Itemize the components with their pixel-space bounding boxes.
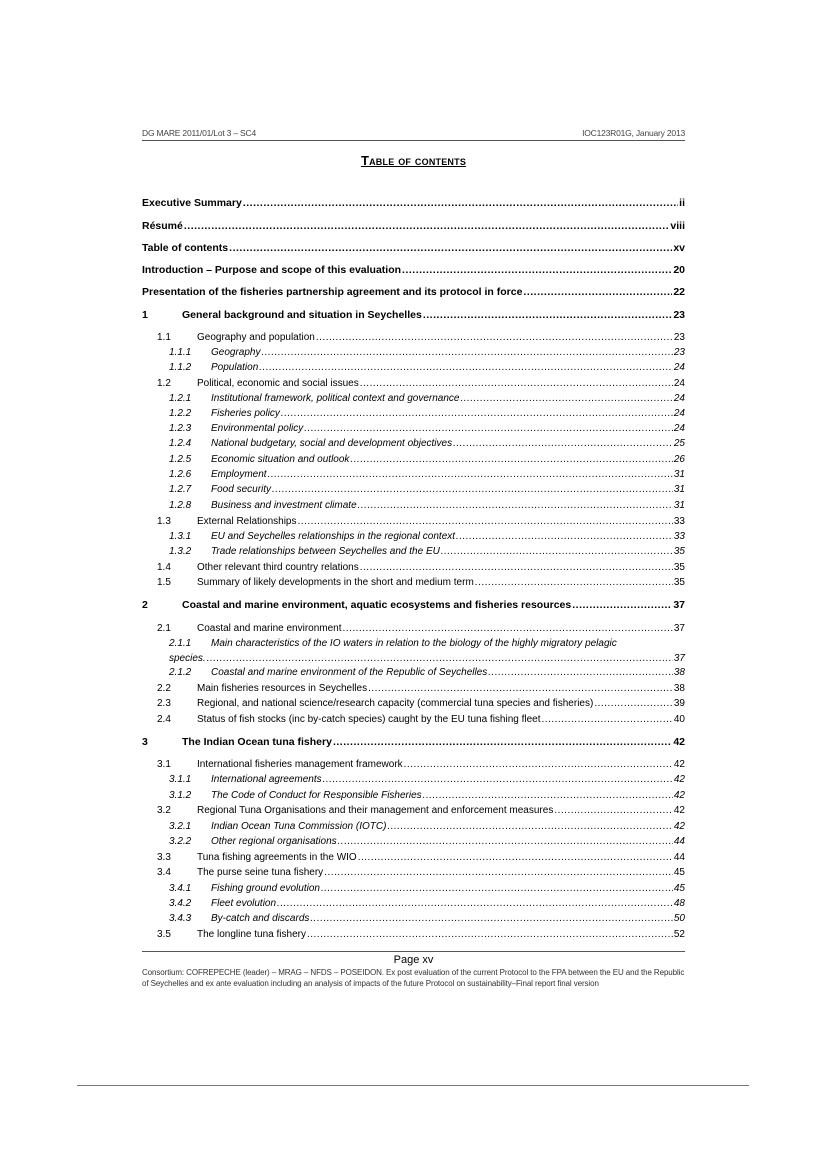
- toc-entry-title: Geography: [211, 347, 261, 358]
- toc-entry[interactable]: [142, 483, 685, 496]
- dot-leader: [456, 530, 673, 543]
- dot-leader: [423, 309, 672, 322]
- page-number: Page xv: [393, 954, 434, 966]
- toc-entry-page: 42: [673, 821, 685, 832]
- toc-entry-page: 44: [673, 852, 685, 863]
- toc-entry-page: ii: [679, 197, 685, 209]
- toc-entry-title: International agreements: [211, 774, 322, 785]
- page-bottom-rule: [77, 1085, 749, 1086]
- toc-entry-number: 1.1.2: [169, 362, 192, 373]
- dot-leader: [184, 220, 670, 233]
- toc-entry-page: 33: [673, 531, 685, 542]
- toc-entry[interactable]: [142, 346, 685, 359]
- dot-leader: [542, 713, 673, 726]
- dot-leader: [259, 361, 673, 374]
- toc-entry-title: Regional, and national science/research capacity (commercial tuna species and fisheries): [197, 698, 594, 709]
- toc-entry-page: 31: [673, 469, 685, 480]
- toc-entry-page: 23: [673, 332, 685, 343]
- toc-entry-title: Fisheries policy: [211, 408, 280, 419]
- dot-leader: [243, 197, 678, 210]
- toc-entry[interactable]: [142, 392, 685, 405]
- toc-entry[interactable]: [142, 820, 685, 833]
- toc-entry-title: Geography and population: [197, 332, 315, 343]
- toc-entry-title: Introduction – Purpose and scope of this evaluation: [142, 264, 402, 276]
- toc-entry-title: Fleet evolution: [211, 898, 277, 909]
- toc-entry[interactable]: [142, 897, 685, 910]
- toc-entry[interactable]: [142, 912, 685, 925]
- toc-entry-number: 1.2.8: [169, 500, 192, 511]
- toc-entry-page: viii: [670, 220, 685, 232]
- toc-entry-number: 3.5: [157, 929, 171, 940]
- toc-entry-title: Presentation of the fisheries partnership agreement and its protocol in force: [142, 286, 523, 298]
- toc-entry-number: 2.4: [157, 714, 171, 725]
- dot-leader: [307, 928, 673, 941]
- toc-entry-title: General background and situation in Seychelles: [182, 309, 422, 321]
- toc-entry-number: 3.2.1: [169, 821, 192, 832]
- toc-entry-number: 3.1.1: [169, 774, 192, 785]
- dot-leader: [321, 882, 673, 895]
- toc-entry[interactable]: [142, 220, 685, 233]
- toc-entry[interactable]: [142, 637, 685, 650]
- toc-entry-title: Trade relationships between Seychelles and the EU: [211, 546, 440, 557]
- toc-entry[interactable]: [142, 331, 685, 344]
- toc-entry-title: Executive Summary: [142, 197, 242, 209]
- toc-entry[interactable]: [142, 197, 685, 210]
- toc-entry-page: 24: [673, 362, 685, 373]
- toc-entry[interactable]: [142, 361, 685, 374]
- toc-entry-title: Fishing ground evolution: [211, 883, 320, 894]
- toc-entry-number: 1: [142, 309, 148, 321]
- dot-leader: [277, 897, 673, 910]
- toc-entry-page: 24: [673, 393, 685, 404]
- dot-leader: [441, 545, 673, 558]
- toc-entry-page: 25: [673, 438, 685, 449]
- toc-entry-title: Political, economic and social issues: [197, 378, 359, 389]
- toc-entry-title: Status of fish stocks (inc by-catch species) caught by the EU tuna fishing fleet: [197, 714, 541, 725]
- toc-entry-title: International fisheries management framework: [197, 759, 403, 770]
- toc-entry-page: 23: [673, 347, 685, 358]
- toc-entry-title: Institutional framework, political context and governance: [211, 393, 460, 404]
- dot-leader: [368, 682, 673, 695]
- toc-entry[interactable]: [142, 622, 685, 635]
- toc-entry-title: Main characteristics of the IO waters in relation to the biology of the highly migratory pelagic: [211, 638, 617, 649]
- toc-entry-page: 24: [673, 423, 685, 434]
- footer-rule: [142, 951, 685, 952]
- toc-entry-title: National budgetary, social and development objectives: [211, 438, 453, 449]
- toc-entry-page: 42: [673, 759, 685, 770]
- toc-entry-number: 3.2.2: [169, 836, 192, 847]
- dot-leader: [261, 346, 672, 359]
- header-rule: [142, 140, 685, 141]
- toc-entry-page: 24: [673, 408, 685, 419]
- toc-entry[interactable]: [142, 713, 685, 726]
- dot-leader: [272, 483, 673, 496]
- toc-entry-page: 37: [673, 653, 685, 664]
- toc-entry-page: 38: [673, 667, 685, 678]
- dot-leader: [358, 499, 673, 512]
- toc-entry-page: 45: [673, 883, 685, 894]
- toc-entry[interactable]: [142, 499, 685, 512]
- toc-entry-title: Population: [211, 362, 259, 373]
- toc-entry-title: Coastal and marine environment of the Republic of Seychelles: [211, 667, 488, 678]
- toc-entry-page: 35: [673, 577, 685, 588]
- toc-entry[interactable]: [142, 422, 685, 435]
- dot-leader: [594, 697, 673, 710]
- toc-entry-page: 40: [673, 714, 685, 725]
- toc-entry-number: 1.1.1: [169, 347, 192, 358]
- dot-leader: [207, 652, 673, 665]
- toc-entry[interactable]: [142, 758, 685, 771]
- toc-entry-number: 3.1: [157, 759, 171, 770]
- toc-entry[interactable]: [142, 666, 685, 679]
- toc-entry-number: 1.2.3: [169, 423, 192, 434]
- toc-entry-page: 20: [673, 264, 685, 276]
- toc-entry-number: 2.1.2: [169, 667, 192, 678]
- toc-entry-page: 39: [673, 698, 685, 709]
- toc-entry-page: 42: [673, 790, 685, 801]
- toc-entry-page: 52: [673, 929, 685, 940]
- toc-entry-title-continued: species.: [169, 653, 206, 664]
- toc-entry-number: 1.2.7: [169, 484, 192, 495]
- toc-entry[interactable]: [142, 851, 685, 864]
- dot-leader: [310, 912, 672, 925]
- toc-entry-page: 45: [673, 867, 685, 878]
- toc-entry-title: Other relevant third country relations: [197, 562, 359, 573]
- toc-entry-number: 3.4.2: [169, 898, 192, 909]
- dot-leader: [323, 773, 673, 786]
- toc-entry-title: By-catch and discards: [211, 913, 310, 924]
- toc-entry[interactable]: [142, 928, 685, 941]
- toc-entry[interactable]: [142, 561, 685, 574]
- toc-entry-number: 1.2: [157, 378, 171, 389]
- toc-entry-number: 2.2: [157, 683, 171, 694]
- toc-entry[interactable]: [142, 866, 685, 879]
- toc-entry-title: Economic situation and outlook: [211, 454, 350, 465]
- toc-entry-title: EU and Seychelles relationships in the regional context: [211, 531, 456, 542]
- toc-entry-page: 24: [673, 378, 685, 389]
- dot-leader: [488, 666, 673, 679]
- toc-entry-page: 50: [673, 913, 685, 924]
- toc-entry[interactable]: [142, 576, 685, 589]
- toc-entry-number: 1.4: [157, 562, 171, 573]
- toc-entry[interactable]: [142, 697, 685, 710]
- dot-leader: [523, 286, 672, 299]
- dot-leader: [460, 392, 672, 405]
- toc-entry[interactable]: [142, 773, 685, 786]
- toc-entry-title: Coastal and marine environment: [197, 623, 342, 634]
- toc-entry[interactable]: [142, 789, 685, 802]
- toc-entry-number: 3: [142, 736, 148, 748]
- toc-entry-page: 35: [673, 562, 685, 573]
- toc-entry-number: 2: [142, 599, 148, 611]
- toc-entry-number: 1.5: [157, 577, 171, 588]
- toc-entry-title: Résumé: [142, 220, 183, 232]
- toc-entry[interactable]: [142, 377, 685, 390]
- toc-entry-number: 1.2.5: [169, 454, 192, 465]
- toc-entry[interactable]: [142, 736, 685, 749]
- toc-entry[interactable]: [142, 286, 685, 299]
- toc-entry-page: 42: [673, 736, 685, 748]
- toc-entry-number: 2.3: [157, 698, 171, 709]
- toc-entry-title: Regional Tuna Organisations and their management and enforcement measures: [197, 805, 554, 816]
- toc-entry-title: The Indian Ocean tuna fishery: [182, 736, 332, 748]
- toc-entry-title: The purse seine tuna fishery: [197, 867, 324, 878]
- dot-leader: [387, 820, 672, 833]
- toc-entry-title: Food security: [211, 484, 272, 495]
- toc-entry-title: Tuna fishing agreements in the WIO: [197, 852, 357, 863]
- toc-entry-page: 35: [673, 546, 685, 557]
- toc-entry-number: 1.1: [157, 332, 171, 343]
- toc-entry-page: 37: [673, 599, 685, 611]
- toc-entry[interactable]: [142, 599, 685, 612]
- dot-leader: [360, 561, 673, 574]
- toc-entry-number: 3.1.2: [169, 790, 192, 801]
- toc-entry-number: 1.3.2: [169, 546, 192, 557]
- footer-text: Consortium: COFREPECHE (leader) – MRAG – NFDS – POSEIDON. Ex post evaluation of the current Protocol to the FPA between the EU and the Republic of Seychelles and ex ante evaluation including an analysis of impacts of the future Protocol on sustainability–Final report final version: [142, 968, 685, 988]
- toc-entry[interactable]: [142, 407, 685, 420]
- toc-entry[interactable]: [142, 882, 685, 895]
- toc-entry-title: The longline tuna fishery: [197, 929, 306, 940]
- dot-leader: [281, 407, 673, 420]
- toc-entry-number: 1.2.1: [169, 393, 192, 404]
- header-left: DG MARE 2011/01/Lot 3 – SC4: [142, 128, 256, 138]
- toc-entry-page: xv: [673, 242, 685, 254]
- toc-entry-page: 26: [673, 454, 685, 465]
- toc-entry-page: 23: [673, 309, 685, 321]
- dot-leader: [304, 422, 673, 435]
- dot-leader: [229, 242, 672, 255]
- toc-entry-title: Business and investment climate: [211, 500, 357, 511]
- toc-entry[interactable]: [142, 682, 685, 695]
- dot-leader: [475, 576, 673, 589]
- toc-entry-title: Table of contents: [142, 242, 229, 254]
- dot-leader: [358, 851, 673, 864]
- dot-leader: [316, 331, 673, 344]
- toc-entry-number: 1.2.4: [169, 438, 192, 449]
- toc-entry-title: The Code of Conduct for Responsible Fisheries: [211, 790, 422, 801]
- toc-entry-number: 3.2: [157, 805, 171, 816]
- toc-entry-title: External Relationships: [197, 516, 297, 527]
- toc-entry-number: 1.3: [157, 516, 171, 527]
- page-title: Table of contents: [360, 153, 467, 168]
- toc-entry-page: 33: [673, 516, 685, 527]
- toc-entry-page: 22: [673, 286, 685, 298]
- dot-leader: [572, 599, 672, 612]
- toc-entry-number: 1.2.6: [169, 469, 192, 480]
- toc-entry-continuation[interactable]: [142, 652, 685, 665]
- toc-entry[interactable]: [142, 437, 685, 450]
- header-right: IOC123R01G, January 2013: [582, 128, 685, 138]
- dot-leader: [554, 804, 673, 817]
- toc-entry-number: 3.4: [157, 867, 171, 878]
- dot-leader: [324, 866, 673, 879]
- dot-leader: [338, 835, 673, 848]
- dot-leader: [360, 377, 673, 390]
- toc-entry[interactable]: [142, 264, 685, 277]
- toc-entry-page: 31: [673, 484, 685, 495]
- toc-entry-number: 3.4.1: [169, 883, 192, 894]
- toc-entry-page: 38: [673, 683, 685, 694]
- toc-entry[interactable]: [142, 530, 685, 543]
- toc-entry-number: 3.3: [157, 852, 171, 863]
- toc-entry-page: 44: [673, 836, 685, 847]
- dot-leader: [343, 622, 673, 635]
- dot-leader: [453, 437, 673, 450]
- toc-entry[interactable]: [142, 515, 685, 528]
- dot-leader: [423, 789, 673, 802]
- toc-entry[interactable]: [142, 835, 685, 848]
- toc-entry-page: 42: [673, 774, 685, 785]
- toc-entry[interactable]: [142, 453, 685, 466]
- dot-leader: [333, 736, 672, 749]
- toc-entry-page: 37: [673, 623, 685, 634]
- dot-leader: [404, 758, 673, 771]
- toc-entry-title: Summary of likely developments in the short and medium term: [197, 577, 474, 588]
- toc-entry-number: 2.1.1: [169, 638, 192, 649]
- dot-leader: [350, 453, 672, 466]
- toc-entry[interactable]: [142, 242, 685, 255]
- toc-entry-number: 2.1: [157, 623, 171, 634]
- toc-entry-title: Indian Ocean Tuna Commission (IOTC): [211, 821, 387, 832]
- toc-entry-page: 42: [673, 805, 685, 816]
- dot-leader: [298, 515, 673, 528]
- dot-leader: [402, 264, 672, 277]
- toc-entry-page: 31: [673, 500, 685, 511]
- toc-entry-title: Main fisheries resources in Seychelles: [197, 683, 368, 694]
- toc-entry-page: 48: [673, 898, 685, 909]
- toc-entry[interactable]: [142, 468, 685, 481]
- toc-entry-title: Environmental policy: [211, 423, 304, 434]
- toc-entry-number: 3.4.3: [169, 913, 192, 924]
- dot-leader: [268, 468, 673, 481]
- toc-entry[interactable]: [142, 545, 685, 558]
- toc-entry-number: 1.2.2: [169, 408, 192, 419]
- toc-entry-title: Coastal and marine environment, aquatic ecosystems and fisheries resources: [182, 599, 572, 611]
- toc-entry[interactable]: [142, 309, 685, 322]
- toc-entry[interactable]: [142, 804, 685, 817]
- toc-entry-title: Other regional organisations: [211, 836, 337, 847]
- toc-entry-number: 1.3.1: [169, 531, 192, 542]
- toc-entry-title: Employment: [211, 469, 267, 480]
